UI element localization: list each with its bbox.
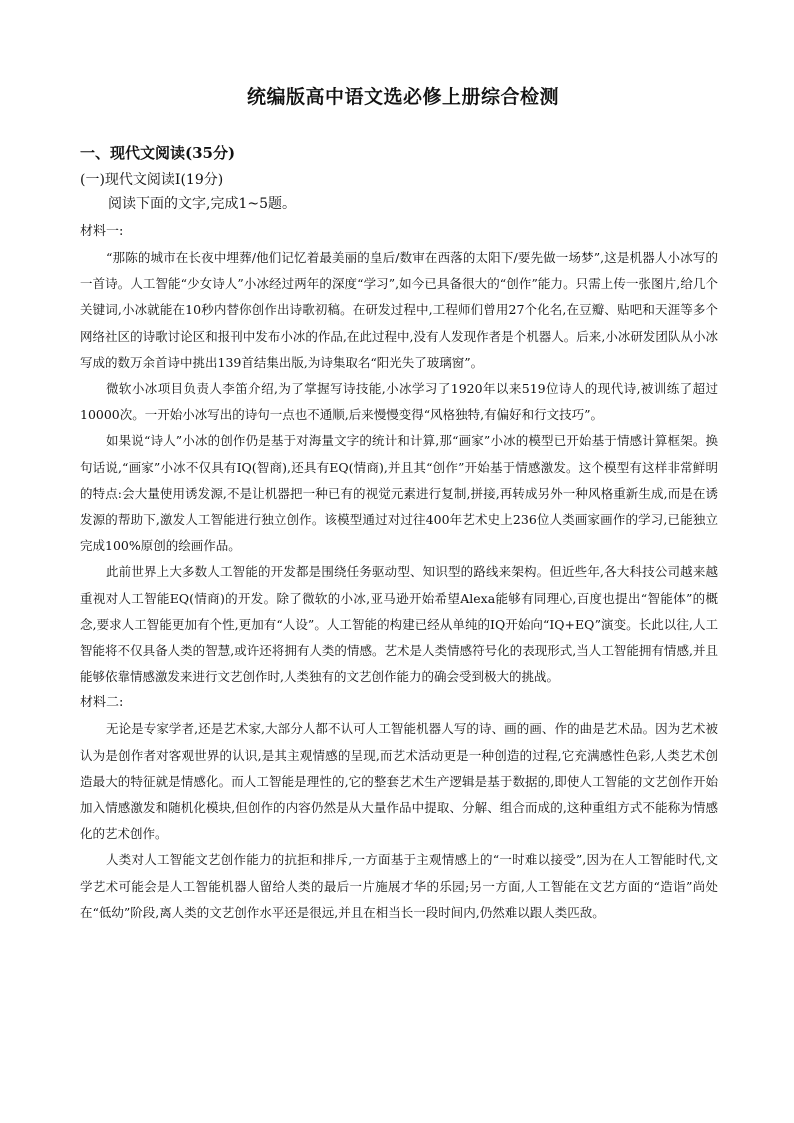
reading-instruction: 阅读下面的文字,完成1~5题。 xyxy=(108,196,296,212)
material-one-paragraph: 如果说“诗人”小冰的创作仍是基于对海量文字的统计和计算,那“画家”小冰的模型已开始基于情感计算框架。换句话说,“画家”小冰不仅具有IQ(智商),还具有EQ(情商),并且其“创作”开始基于情感激发。这个模型有这样非常鲜明的特点:会大量使用诱发源,不是让机器把一种已有的视觉元素进行复制,拼接,再转成另外一种风格重新生成,而是在诱发源的帮助下,激发人工智能进行独立创作。该模型通过对过往400年艺术史上236位人类画家画作的学习,已能独立完成100%原创的绘画作品。 xyxy=(80,433,718,554)
document-title: 统编版高中语文选必修上册综合检测 xyxy=(246,86,559,108)
material-one-paragraph: 此前世界上大多数人工智能的开发都是围绕任务驱动型、知识型的路线来架构。但近些年,各大科技公司越来越重视对人工智能EQ(情商)的开发。除了微软的小冰,亚马逊开始希望Alexa能够有同理心,百度也提出“智能体”的概念,要求人工智能更加有个性,更加有“人设”。人工智能的构建已经从单纯的IQ开始向“IQ+EQ”演变。长此以往,人工智能将不仅具备人类的智慧,或许还将拥有人类的情感。艺术是人类情感符号化的表现形式,当人工智能拥有情感,并且能够依靠情感激发来进行文艺创作时,人类独有的文艺创作能力的确会受到极大的挑战。 xyxy=(80,564,718,685)
material-two xyxy=(80,690,718,926)
material-one xyxy=(80,219,718,690)
subsection-heading: (一)现代文阅读Ⅰ(19分) xyxy=(80,172,224,188)
section-heading: 一、现代文阅读(35分) xyxy=(80,144,236,162)
material-one-paragraph: 微软小冰项目负责人李笛介绍,为了掌握写诗技能,小冰学习了1920年以来519位诗人的现代诗,被训练了超过10000次。一开始小冰写出的诗句一点也不通顺,后来慢慢变得“风格独特,有偏好和行文技巧”。 xyxy=(80,381,718,423)
material-two-paragraph: 无论是专家学者,还是艺术家,大部分人都不认可人工智能机器人写的诗、画的画、作的曲是艺术品。因为艺术被认为是创作者对客观世界的认识,是其主观情感的呈现,而艺术活动更是一种创造的过程,它充满感性色彩,人类艺术创造最大的特征就是情感化。而人工智能是理性的,它的整套艺术生产逻辑是基于数据的,即使人工智能的文艺创作开始加入情感激发和随机化模块,但创作的内容仍然是从大量作品中提取、分解、组合而成的,这种重组方式不能称为情感化的艺术创作。 xyxy=(80,721,718,842)
material-one-label: 材料一: xyxy=(80,224,124,239)
material-one-paragraph: “那陈的城市在长夜中埋葬/他们记忆着最美丽的皇后/数审在西落的太阳下/要先做一场梦”,这是机器人小冰写的一首诗。人工智能“少女诗人”小冰经过两年的深度“学习”,如今已具备很大的“创作”能力。只需上传一张图片,给几个关键词,小冰就能在10秒内替你创作出诗歌初稿。在研发过程中,工程师们曾用27个化名,在豆瓣、贴吧和天涯等多个网络社区的诗歌讨论区和报刊中发布小冰的作品,在此过程中,没有人发现作者是个机器人。后来,小冰研发团队从小冰写成的数万余首诗中挑出139首结集出版,为诗集取名“阳光失了玻璃窗”。 xyxy=(80,250,718,370)
material-two-paragraph: 人类对人工智能文艺创作能力的抗拒和排斥,一方面基于主观情感上的“一时难以接受”,因为在人工智能时代,文学艺术可能会是人工智能机器人留给人类的最后一片施展才华的乐园;另一方面,人工智能在文艺方面的“造诣”尚处在“低幼”阶段,离人类的文艺创作水平还是很远,并且在相当长一段时间内,仍然难以跟人类匹敌。 xyxy=(80,852,718,920)
material-two-label: 材料二: xyxy=(80,695,124,711)
